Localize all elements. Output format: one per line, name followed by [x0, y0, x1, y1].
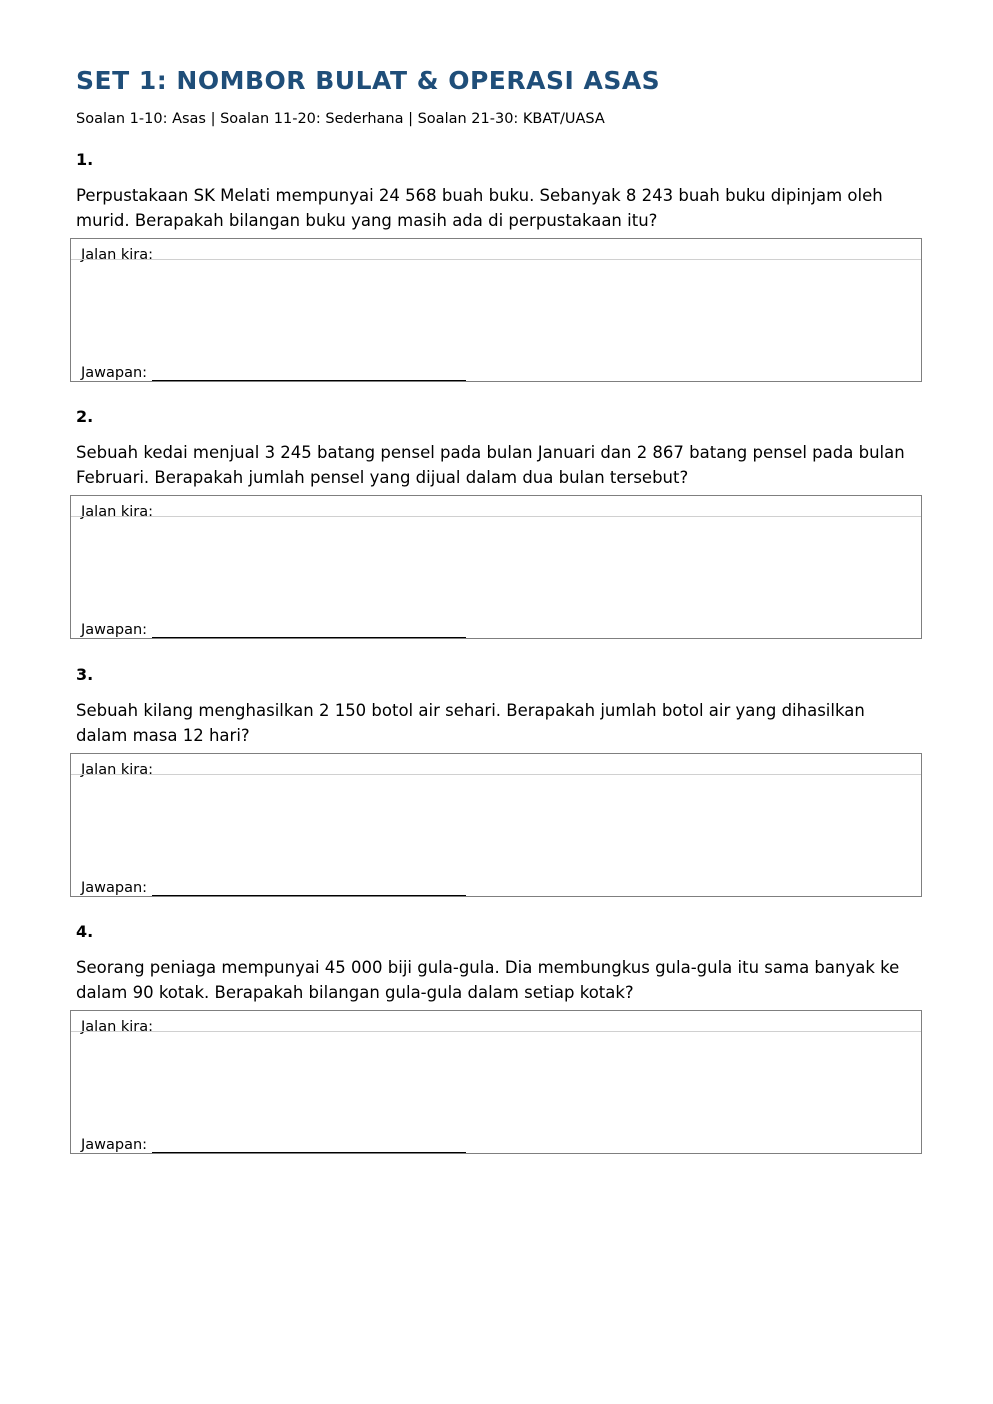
answer-line[interactable]: [152, 379, 466, 381]
working-label: Jalan kira:: [81, 1019, 154, 1035]
working-box[interactable]: [70, 1010, 922, 1154]
question-text: Sebuah kilang menghasilkan 2 150 botol air sehari. Berapakah jumlah botol air yang dihasilkan dalam masa 12 hari?: [76, 701, 865, 745]
working-label: Jalan kira:: [81, 762, 154, 778]
question-text: Perpustakaan SK Melati mempunyai 24 568 buah buku. Sebanyak 8 243 buah buku dipinjam oleh murid. Berapakah bilangan buku yang masih ada di perpustakaan itu?: [76, 186, 883, 230]
working-label: Jalan kira:: [81, 247, 154, 263]
page-subtitle: Soalan 1-10: Asas | Soalan 11-20: Sederhana | Soalan 21-30: KBAT/UASA: [76, 111, 605, 127]
question-text: Sebuah kedai menjual 3 245 batang pensel pada bulan Januari dan 2 867 batang pensel pada bulan Februari. Berapakah jumlah pensel yang dijual dalam dua bulan tersebut?: [76, 443, 905, 487]
answer-line[interactable]: [152, 636, 466, 638]
working-divider: [71, 774, 921, 775]
working-divider: [71, 259, 921, 260]
answer-label: Jawapan:: [81, 880, 148, 896]
working-box[interactable]: [70, 753, 922, 897]
working-divider: [71, 1031, 921, 1032]
answer-label: Jawapan:: [81, 622, 148, 638]
answer-row: [81, 363, 466, 381]
page-title: SET 1: NOMBOR BULAT & OPERASI ASAS: [76, 66, 661, 95]
question-number: 3.: [76, 665, 94, 684]
answer-label: Jawapan:: [81, 1137, 148, 1153]
answer-row: [81, 878, 466, 896]
answer-row: [81, 1135, 466, 1153]
question-number: 1.: [76, 150, 94, 169]
answer-label: Jawapan:: [81, 365, 148, 381]
question-number: 2.: [76, 407, 94, 426]
working-divider: [71, 516, 921, 517]
answer-row: [81, 620, 466, 638]
question-number: 4.: [76, 922, 94, 941]
answer-line[interactable]: [152, 894, 466, 896]
question-text: Seorang peniaga mempunyai 45 000 biji gula-gula. Dia membungkus gula-gula itu sama banyak ke dalam 90 kotak. Berapakah bilangan gula-gula dalam setiap kotak?: [76, 958, 900, 1002]
working-box[interactable]: [70, 238, 922, 382]
working-box[interactable]: [70, 495, 922, 639]
working-label: Jalan kira:: [81, 504, 154, 520]
answer-line[interactable]: [152, 1151, 466, 1153]
